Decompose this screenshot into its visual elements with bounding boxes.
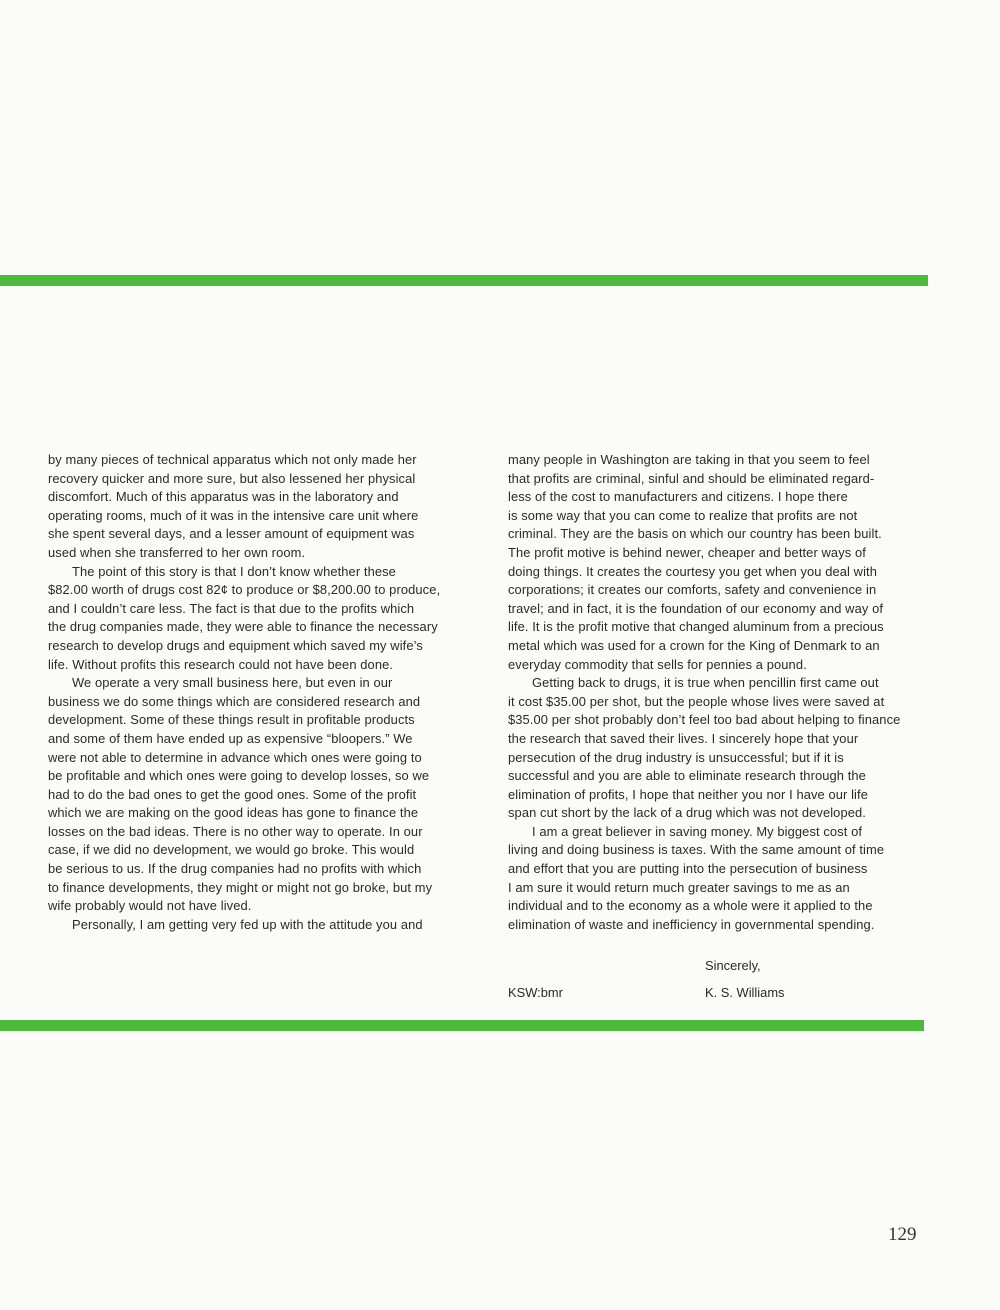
body-line: had to do the bad ones to get the good ones. Some of the profit — [48, 786, 417, 802]
typist-initials: KSW:bmr — [508, 985, 563, 1000]
body-line: I am a great believer in saving money. My biggest cost of — [532, 823, 863, 839]
body-line: life. Without profits this research could not have been done. — [48, 656, 394, 672]
body-line: the drug companies made, they were able to finance the necessary — [48, 619, 438, 635]
body-line: everyday commodity that sells for pennies a pound. — [508, 656, 807, 672]
body-line: losses on the bad ideas. There is no other way to operate. In our — [48, 823, 423, 839]
body-line: metal which was used for a crown for the King of Denmark to an — [508, 637, 880, 653]
body-line: less of the cost to manufacturers and citizens. I hope there — [508, 489, 848, 505]
body-line: were not able to determine in advance which ones were going to — [48, 749, 422, 765]
body-line: be profitable and which ones were going to develop losses, so we — [48, 768, 430, 784]
body-line: elimination of waste and inefficiency in governmental spending. — [508, 916, 875, 932]
body-line: business we do some things which are considered research and — [48, 693, 421, 709]
signer-name: K. S. Williams — [705, 985, 785, 1000]
body-line: Getting back to drugs, it is true when pencillin first came out — [532, 675, 879, 691]
body-line: the research that saved their lives. I sincerely hope that your — [508, 730, 859, 746]
body-line: and effort that you are putting into the persecution of business — [508, 861, 868, 877]
body-line: research to develop drugs and equipment which saved my wife’s — [48, 637, 423, 653]
body-line: case, if we did no development, we would go broke. This would — [48, 842, 415, 858]
body-line: be serious to us. If the drug companies had no profits with which — [48, 861, 422, 877]
body-line: living and doing business is taxes. With the same amount of time — [508, 842, 885, 858]
body-line: individual and to the economy as a whole were it applied to the — [508, 898, 873, 914]
body-line: it cost $35.00 per shot, but the people whose lives were saved at — [508, 693, 885, 709]
body-line: The profit motive is behind newer, cheaper and better ways of — [508, 544, 866, 560]
body-line: The point of this story is that I don’t know whether these — [72, 563, 396, 579]
body-line: many people in Washington are taking in that you seem to feel — [508, 452, 870, 467]
body-line: elimination of profits, I hope that neither you nor I have our life — [508, 786, 868, 802]
body-line: wife probably would not have lived. — [48, 898, 252, 914]
body-line: span cut short by the lack of a drug which was not developed. — [508, 805, 866, 821]
body-line: travel; and in fact, it is the foundation of our economy and way of — [508, 600, 884, 616]
body-line: to finance developments, they might or might not go broke, but my — [48, 879, 433, 895]
top-green-rule — [0, 275, 928, 286]
body-line: successful and you are able to eliminate research through the — [508, 768, 866, 784]
body-line: $35.00 per shot probably don’t feel too bad about helping to finance — [508, 712, 901, 728]
right-text-column — [508, 451, 928, 934]
body-line: persecution of the drug industry is unsuccessful; but if it is — [508, 749, 844, 765]
body-line: and some of them have ended up as expensive “bloopers.” We — [48, 730, 413, 746]
body-line: We operate a very small business here, but even in our — [72, 675, 393, 691]
body-line: she spent several days, and a lesser amount of equipment was — [48, 526, 415, 542]
body-line: used when she transferred to her own room. — [48, 544, 306, 560]
body-line: criminal. They are the basis on which our country has been built. — [508, 526, 882, 542]
body-line: recovery quicker and more sure, but also lessened her physical — [48, 470, 416, 486]
body-line: corporations; it creates our comforts, safety and convenience in — [508, 582, 877, 598]
body-line: $82.00 worth of drugs cost 82¢ to produce or $8,200.00 to produce, — [48, 582, 441, 598]
letter-closing: Sincerely, — [705, 958, 761, 973]
body-line: is some way that you can come to realize that profits are not — [508, 507, 858, 523]
body-line: operating rooms, much of it was in the intensive care unit where — [48, 507, 419, 523]
left-text-column — [48, 451, 466, 934]
body-line: development. Some of these things result in profitable products — [48, 712, 415, 728]
body-line: by many pieces of technical apparatus which not only made her — [48, 452, 417, 467]
body-line: which we are making on the good ideas has gone to finance the — [48, 805, 419, 821]
body-line: and I couldn’t care less. The fact is that due to the profits which — [48, 600, 415, 616]
body-line: discomfort. Much of this apparatus was in the laboratory and — [48, 489, 399, 505]
body-line: I am sure it would return much greater savings to me as an — [508, 879, 850, 895]
body-line: life. It is the profit motive that changed aluminum from a precious — [508, 619, 884, 635]
body-line: Personally, I am getting very fed up with the attitude you and — [72, 916, 423, 932]
page-number: 129 — [888, 1224, 917, 1245]
bottom-green-rule — [0, 1020, 924, 1031]
body-line: that profits are criminal, sinful and should be eliminated regard- — [508, 470, 875, 486]
body-line: doing things. It creates the courtesy you get when you deal with — [508, 563, 877, 579]
